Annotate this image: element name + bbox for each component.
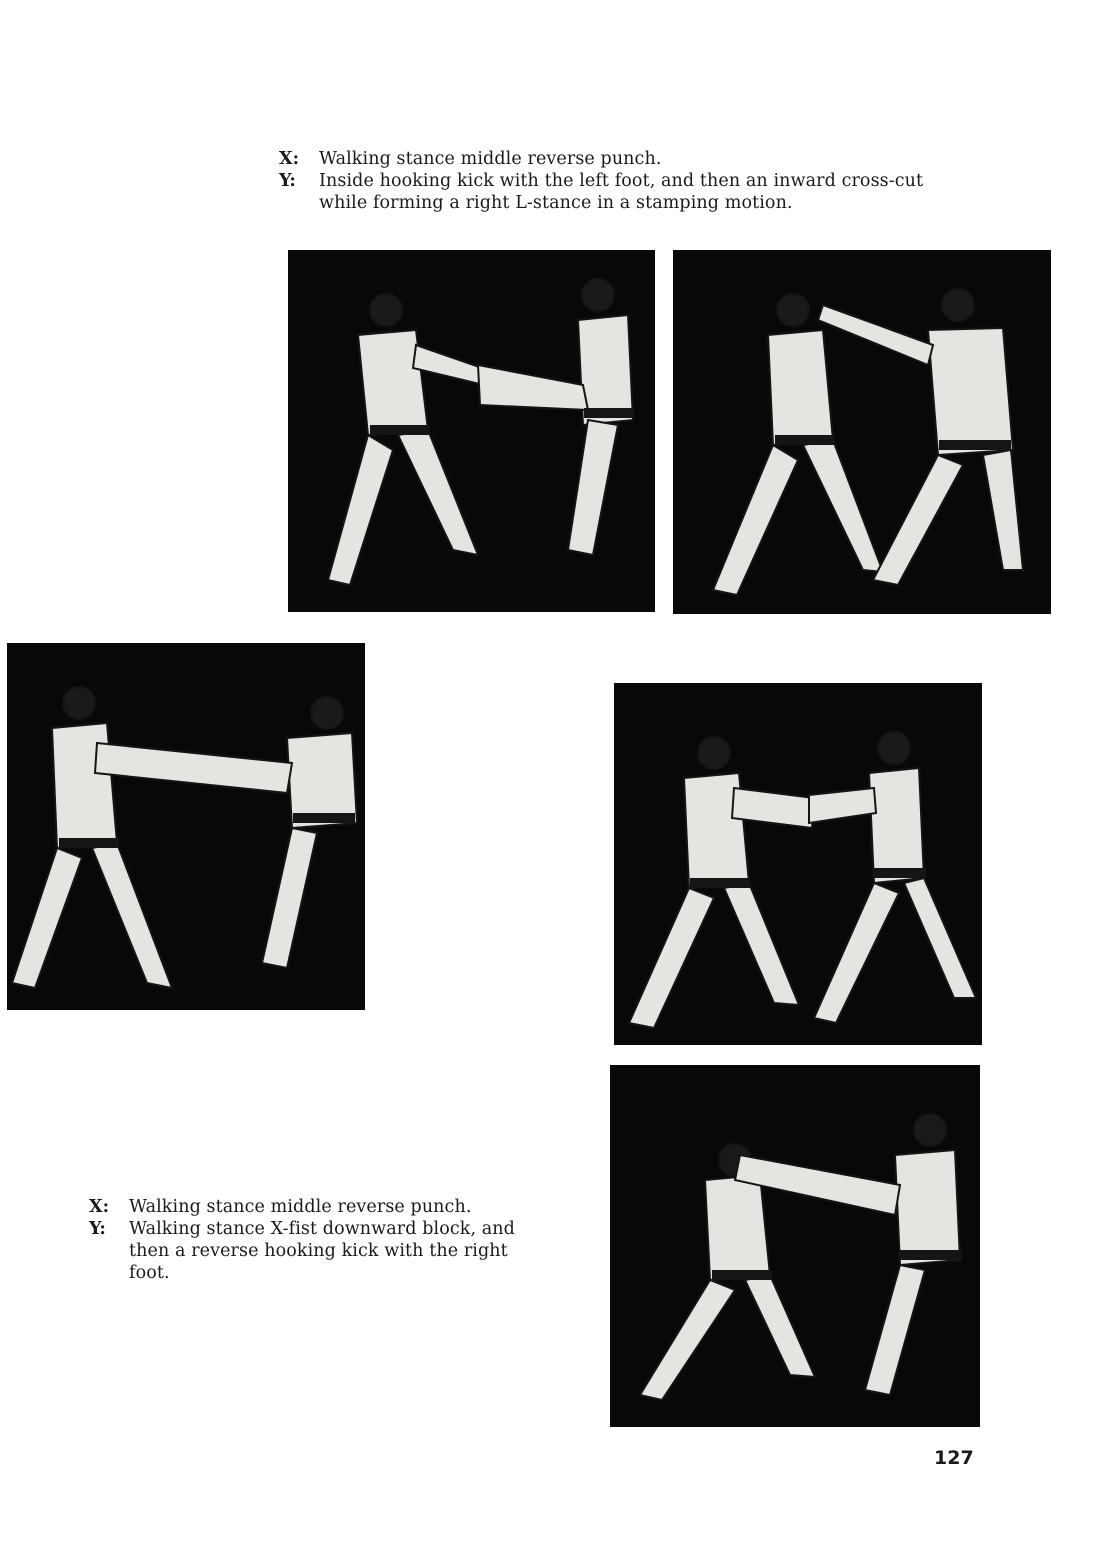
caption-top-x-label: X: (279, 149, 300, 169)
caption-top-y-text (319, 170, 1059, 214)
caption-bottom-y-text-3: foot. (129, 1263, 170, 1283)
photo-x-fist-sequence-3 (610, 1065, 980, 1427)
caption-bottom-y-text-2: then a reverse hooking kick with the right (129, 1241, 508, 1261)
caption-top-y-line (279, 170, 1059, 214)
photo-x-fist-sequence-1 (7, 643, 365, 1010)
caption-bottom-x-text: Walking stance middle reverse punch. (129, 1197, 472, 1217)
photo-side-kick-sequence-1 (288, 250, 655, 612)
caption-bottom-y-line (89, 1218, 609, 1284)
caption-bottom-y-text-1: Walking stance X-fist downward block, and (129, 1219, 515, 1239)
caption-top (279, 148, 1059, 214)
photo-side-kick-sequence-2 (673, 250, 1051, 614)
caption-top-y-label: Y: (279, 171, 296, 191)
caption-top-y-text-2: while forming a right L-stance in a stamping motion. (319, 193, 793, 213)
caption-top-x-line (279, 148, 1059, 170)
caption-bottom (89, 1196, 609, 1284)
photo-x-fist-sequence-2 (614, 683, 982, 1045)
caption-top-x-text: Walking stance middle reverse punch. (319, 149, 662, 169)
page-number: 127 (934, 1447, 974, 1469)
caption-top-y-text-1: Inside hooking kick with the left foot, and then an inward cross-cut (319, 171, 924, 191)
caption-bottom-x-line (89, 1196, 609, 1218)
caption-bottom-y-text (129, 1218, 609, 1284)
caption-bottom-y-label: Y: (89, 1219, 106, 1239)
caption-bottom-x-label: X: (89, 1197, 110, 1217)
